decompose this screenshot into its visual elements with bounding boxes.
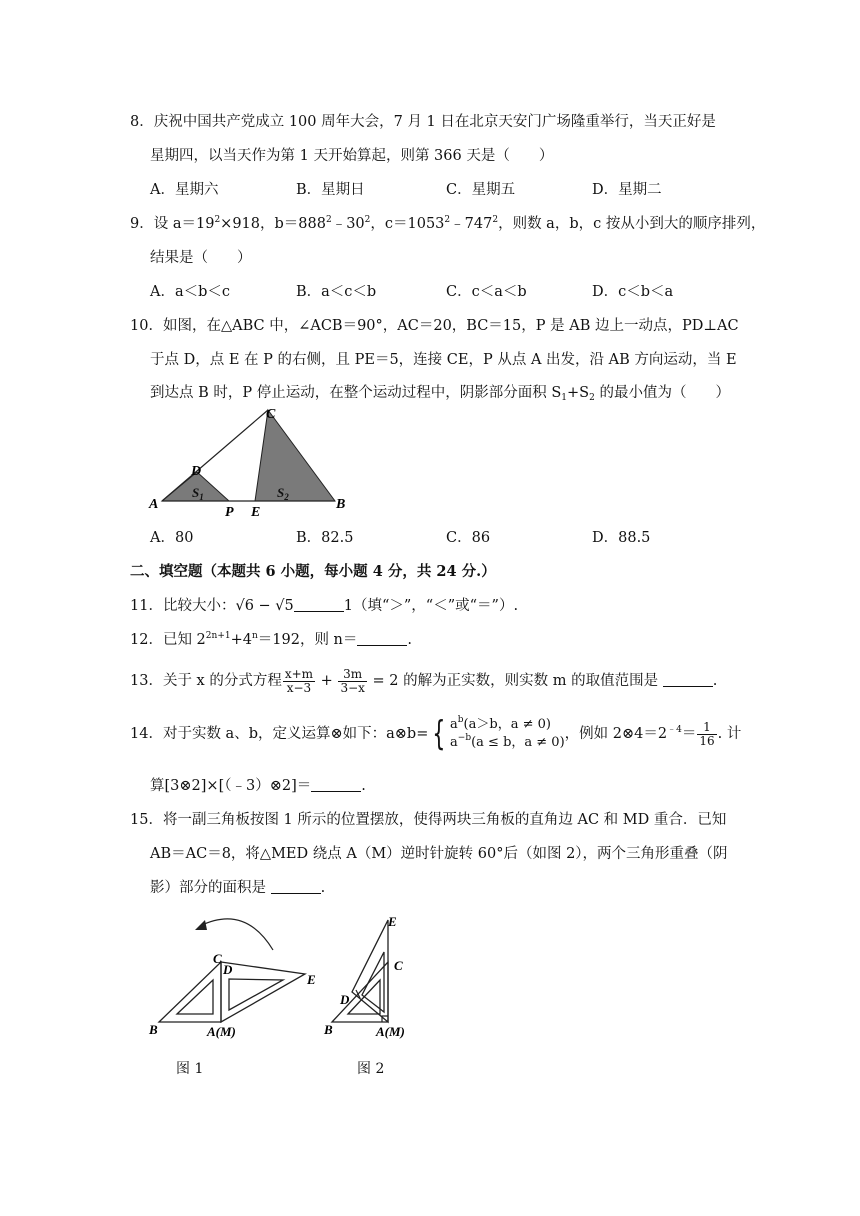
q14-line1: 14．对于实数 a、b，定义运算⊗如下：a⊗b= { $a^b(a>b$，a ≠ 0) $a^{-b}(a \le b$，a ≠ 0) ，例如 $2\otimes 4=2^{﹣4}=$ $\frac{1}{16}$ . 计 [130, 714, 742, 754]
q10-line1: 10．如图，在△ABC 中，∠ACB＝90°，AC＝20，BC＝15，P 是 AB 边上一动点，PD⊥AC [130, 318, 739, 334]
q9-option-b: B．a＜c＜b [296, 284, 377, 300]
q10-option-d: D．88.5 [592, 530, 651, 546]
q13-fraction-1: $\frac{x+m}{x-3}$ [284, 666, 314, 695]
q10-option-a: A．80 [150, 530, 194, 546]
q15-blank [271, 879, 321, 894]
q9-option-d: D．c＜b＜a [592, 284, 674, 300]
q9-line2: 结果是（ ） [150, 250, 252, 266]
figure-1-caption: 图 1 [176, 1061, 204, 1077]
rotation-arrow [200, 919, 273, 950]
q12-blank [357, 631, 407, 646]
label-e: E [307, 972, 316, 987]
label-e: E [251, 505, 261, 520]
q14-brace: { [432, 714, 446, 754]
q10-figure [140, 405, 360, 520]
q13-line: 13．关于 x 的分式方程 $\frac{x+m}{x-3}$ + $\frac{3m}{3-x}$ = 2 的解为正实数，则实数 m 的取值范围是 . [130, 666, 718, 695]
label-s2: $S_2$ [277, 485, 289, 502]
label-c: C [213, 951, 222, 966]
q9-option-a: A．a＜b＜c [150, 284, 231, 300]
q13-blank [663, 672, 713, 687]
q10-line3: 到达点 B 时，P 停止运动，在整个运动过程中，阴影部分面积 $S_1+S_2$ 的最小值为（ ） [150, 385, 730, 403]
q15-line2: AB＝AC＝8，将△MED 绕点 A（M）逆时针旋转 60°后（如图 2），两个三角形重叠（阴 [150, 846, 728, 862]
q15-figure-1 [145, 912, 320, 1042]
label-b: B [149, 1022, 158, 1037]
q14-line2: 算[3⊗2]×[（﹣3）⊗2]＝ . [150, 778, 366, 794]
label-c: C [394, 958, 403, 973]
q14-blank [311, 777, 361, 792]
q8-line1: 8．庆祝中国共产党成立 100 周年大会，7 月 1 日在北京天安门广场隆重举行，当天正好是 [130, 114, 716, 130]
q8-option-c: C．星期五 [446, 182, 516, 198]
q8-option-d: D．星期二 [592, 182, 662, 198]
q11-blank [294, 597, 344, 612]
q15-figure-2 [318, 912, 428, 1042]
label-s1: $S_1$ [192, 485, 204, 502]
q8-option-b: B．星期日 [296, 182, 365, 198]
q10-option-c: C．86 [446, 530, 491, 546]
q10-line2: 于点 D，点 E 在 P 的右侧，且 PE＝5，连接 CE，P 从点 A 出发，沿 AB 方向运动，当 E [150, 352, 737, 368]
q13-fraction-2: $\frac{3m}{3-x}$ [340, 666, 365, 695]
q11-line: 11．比较大小：√6 − √5 1（填“＞”，“＜”或“＝”）. [130, 598, 519, 614]
q14-cases: $a^b(a>b$，a ≠ 0) $a^{-b}(a \le b$，a ≠ 0) [450, 715, 565, 750]
label-b: B [336, 497, 346, 512]
q15-line3: 影）部分的面积是 . [150, 880, 326, 896]
figure-2-caption: 图 2 [357, 1061, 385, 1077]
label-am: A(M) [376, 1024, 405, 1039]
q8-line2: 星期四，以当天作为第 1 天开始算起，则第 366 天是（ ） [150, 148, 554, 164]
label-am: A(M) [207, 1024, 236, 1039]
q12-line: 12．已知 $2^{2n+1}+4^n=192$，则 n＝ . [130, 631, 412, 648]
q9-line1: 9．设 $a=19^2\times 918$，$b=888^2﹣30^2$，$c=1053^2﹣747^2$，则数 a，b，c 按从小到大的顺序排列， [130, 215, 766, 232]
label-e: E [388, 914, 397, 929]
label-d: D [340, 992, 350, 1007]
section-2-heading: 二、填空题（本题共 6 小题，每小题 4 分，共 24 分.） [130, 563, 496, 580]
label-d: D [191, 464, 202, 479]
q9-option-c: C．c＜a＜b [446, 284, 527, 300]
label-a: A [149, 497, 159, 512]
label-d: D [223, 962, 233, 977]
q15-line1: 15．将一副三角板按图 1 所示的位置摆放，使得两块三角板的直角边 AC 和 MD 重合．已知 [130, 812, 727, 828]
shaded-s2 [255, 410, 335, 501]
q14-fraction: $\frac{1}{16}$ [699, 719, 715, 748]
label-b: B [324, 1022, 333, 1037]
label-p: P [225, 505, 234, 520]
label-c: C [266, 407, 276, 422]
q10-option-b: B．82.5 [296, 530, 354, 546]
q8-option-a: A．星期六 [150, 182, 219, 198]
